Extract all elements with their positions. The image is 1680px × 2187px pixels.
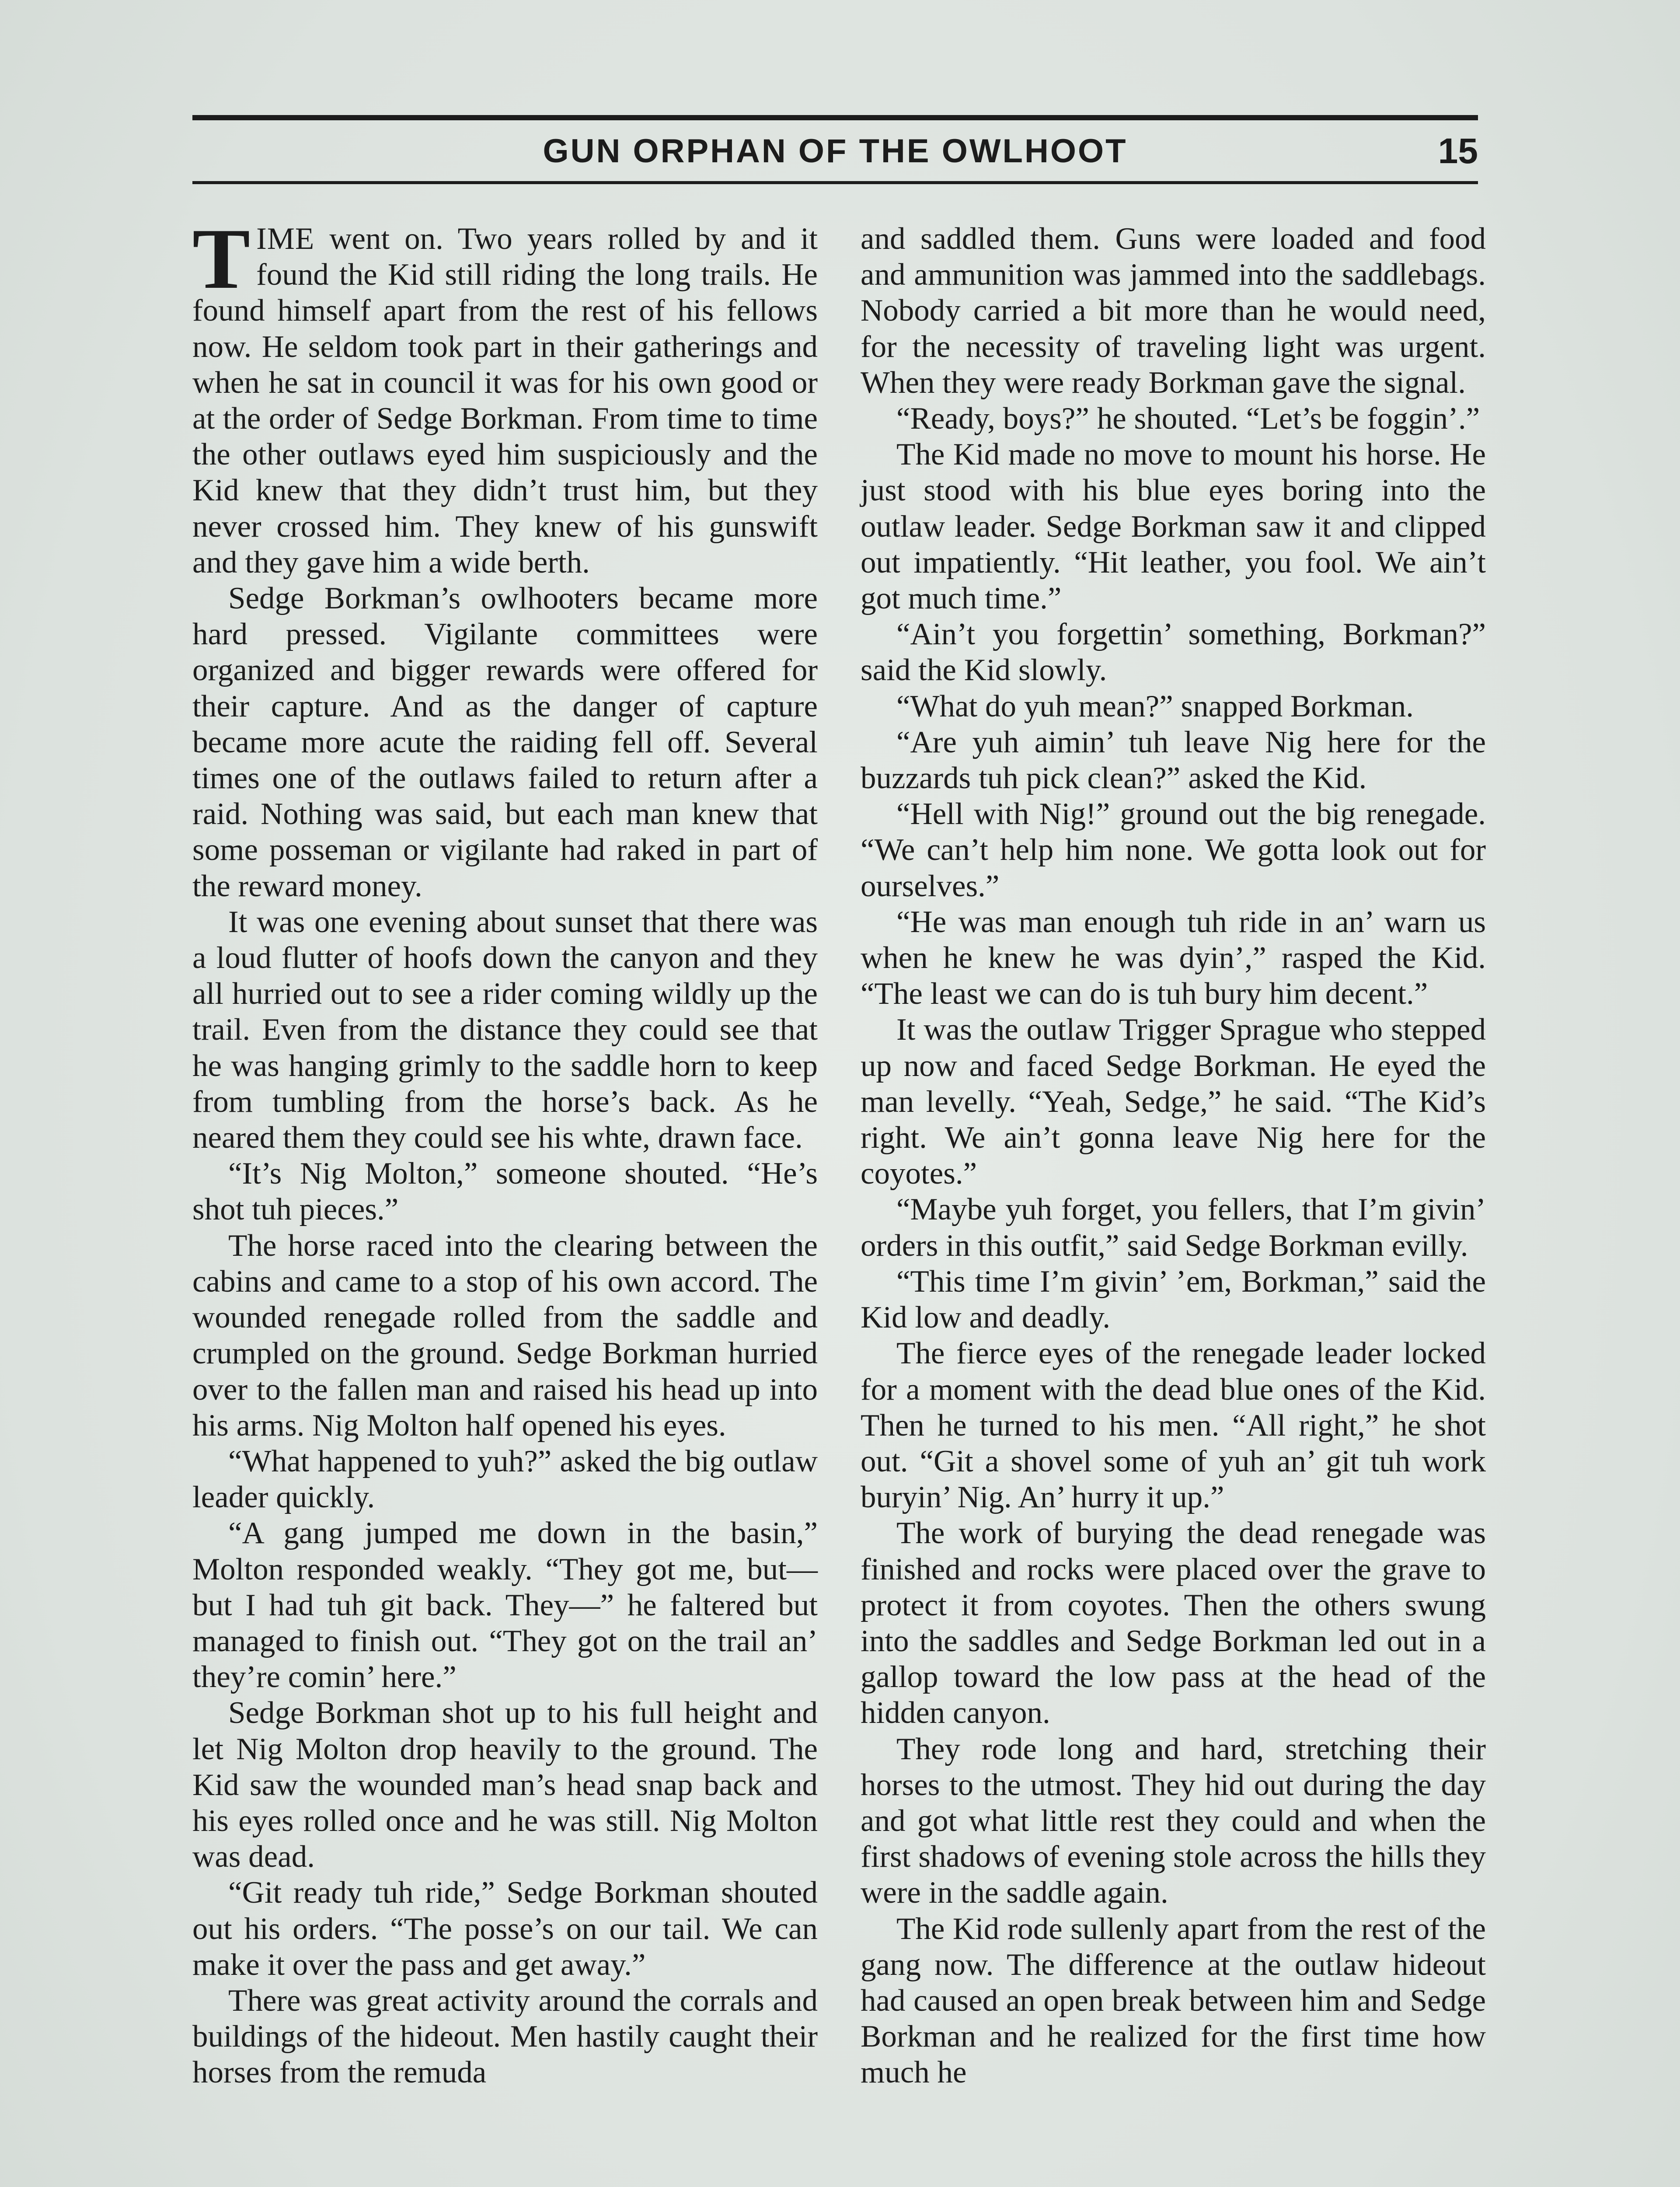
paragraph: Sedge Borkman’s owlhooters became more hard pressed. Vigilante committees were organized and bigger rewards were offered for their capture. And as the danger of capture became more acute the raiding fell off. Several times one of the outlaws failed to return after a raid. Nothing was said, but each man knew that some posseman or vigilante had raked in part of the reward money. [192,581,818,903]
paragraph: The Kid rode sullenly apart from the rest of the gang now. The difference at the outlaw hideout had caused an open break between him and Sedge Borkman and he realized for the first time how much he [861,1911,1486,2090]
paragraph: The horse raced into the clearing between the cabins and came to a stop of his own accord. The wounded renegade rolled from the saddle and crumpled on the ground. Sedge Borkman hurried over to the fallen man and raised his head up into his arms. Nig Molton half opened his eyes. [192,1228,818,1443]
paragraph: “He was man enough tuh ride in an’ warn us when he knew he was dyin’,” rasped the Kid. “The least we can do is tuh bury him decent.” [861,905,1486,1011]
paragraph-text: went on. Two years rolled by and it found the Kid still riding the long trails. He found himself apart from the rest of his fellows now. He seldom took part in their gatherings and when he sat in council it was for his own good or at the order of Sedge Borkman. From time to time the other outlaws eyed him suspiciously and the Kid knew that they didn’t trust him, but they never crossed him. They knew of his gunswift and they gave him a wide berth. [192,222,818,580]
header-rule-bottom [192,181,1478,184]
paragraph: “Maybe yuh forget, you fellers, that I’m givin’ orders in this outfit,” said Sedge Borkman evilly. [861,1192,1486,1263]
opening-paragraph [192,211,818,580]
left-column [192,211,818,2091]
paragraph: “Ain’t you forgettin’ something, Borkman?” said the Kid slowly. [861,617,1486,688]
paragraph: “This time I’m givin’ ’em, Borkman,” said the Kid low and deadly. [861,1264,1486,1335]
page-number: 15 [1438,131,1478,171]
right-column [861,221,1486,2091]
paragraph: “What do yuh mean?” snapped Borkman. [896,689,1414,723]
paragraph: “Ready, boys?” he shouted. “Let’s be foggin’.” [896,402,1480,436]
paragraph-continued: and saddled them. Guns were loaded and food and ammunition was jammed into the saddlebags. Nobody carried a bit more than he would need, for the necessity of traveling light was urgent. When they were ready Borkman gave the signal. [861,222,1486,400]
paragraph: The fierce eyes of the renegade leader locked for a moment with the dead blue ones of the Kid. Then he turned to his men. “All right,” he shot out. “Git a shovel some of yuh an’ git tuh work buryin’ Nig. An’ hurry it up.” [861,1336,1486,1515]
paragraph: “A gang jumped me down in the basin,” Molton responded weakly. “They got me, but—but I had tuh git back. They—” he faltered but managed to finish out. “They got on the trail an’ they’re comin’ here.” [192,1516,818,1694]
paragraph: “Are yuh aimin’ tuh leave Nig here for the buzzards tuh pick clean?” asked the Kid. [861,725,1486,796]
paragraph: “It’s Nig Molton,” someone shouted. “He’s shot tuh pieces.” [192,1156,818,1227]
paragraph: They rode long and hard, stretching their horses to the utmost. They hid out during the day and got what little rest they could and when the first shadows of evening stole across the hills they were in the saddle again. [861,1732,1486,1910]
opening-small-caps: IME [256,222,315,256]
paragraph: The work of burying the dead renegade was finished and rocks were placed over the grave to protect it from coyotes. Then the others swung into the saddles and Sedge Borkman led out in a gallop toward the low pass at the head of the hidden canyon. [861,1516,1486,1730]
paragraph: Sedge Borkman shot up to his full height and let Nig Molton drop heavily to the ground. The Kid saw the wounded man’s head snap back and his eyes rolled once and he was still. Nig Molton was dead. [192,1696,818,1874]
paragraph: There was great activity around the corrals and buildings of the hideout. Men hastily caught their horses from the remuda [192,1983,818,2090]
paragraph: “Git ready tuh ride,” Sedge Borkman shouted out his orders. “The posse’s on our tail. We can make it over the pass and get away.” [192,1876,818,1982]
paragraph: “What happened to yuh?” asked the big outlaw leader quickly. [192,1444,818,1515]
running-title: GUN ORPHAN OF THE OWLHOOT [543,133,1128,170]
paragraph: “Hell with Nig!” ground out the big renegade. “We can’t help him none. We gotta look out for ourselves.” [861,797,1486,903]
drop-cap: T [192,211,251,307]
header-rule-top [192,115,1478,120]
paragraph: It was the outlaw Trigger Sprague who stepped up now and faced Sedge Borkman. He eyed the man levelly. “Yeah, Sedge,” he said. “The Kid’s right. We ain’t gonna leave Nig here for the coyotes.” [861,1013,1486,1191]
paragraph: It was one evening about sunset that there was a loud flutter of hoofs down the canyon and they all hurried out to see a rider coming wildly up the trail. Even from the distance they could see that he was hanging grimly to the saddle horn to keep from tumbling from the horse’s back. As he neared them they could see his whte, drawn face. [192,905,818,1155]
paragraph: The Kid made no move to mount his horse. He just stood with his blue eyes boring into the outlaw leader. Sedge Borkman saw it and clipped out impatiently. “Hit leather, you fool. We ain’t got much time.” [861,437,1486,616]
